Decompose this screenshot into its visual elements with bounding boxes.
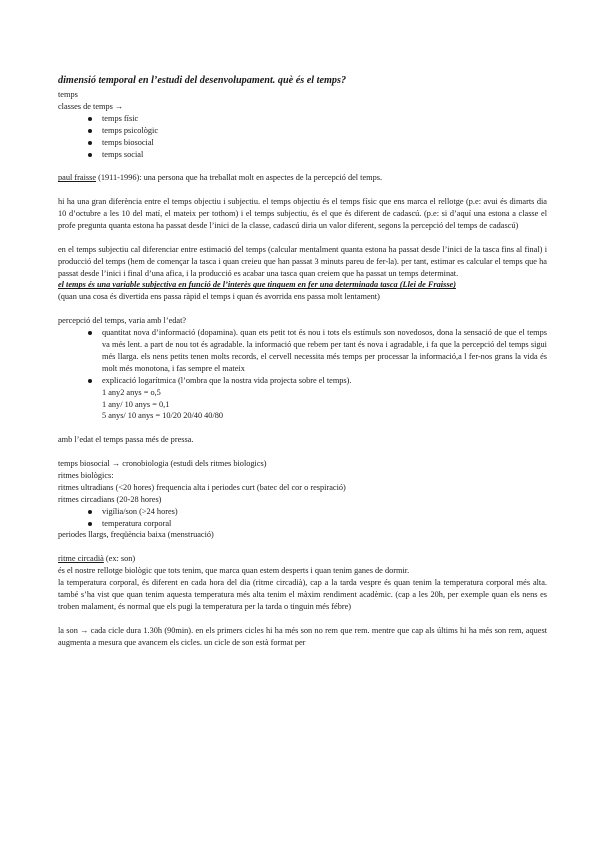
list-item: vigília/son (>24 hores) [102,506,547,518]
text-line: 5 anys/ 10 anys = 10/20 20/40 40/80 [102,411,224,421]
text-line: ritmes biològics: [58,470,114,480]
bullet-list [58,506,547,530]
paragraph [58,172,547,184]
list-item: temps físic [102,113,547,125]
text-line: classes de temps → [58,101,124,111]
paragraph: la son → cada cicle dura 1.30h (90min). en els primers cicles hi ha més son no rem que rem. mentre que cap als últims hi ha més son rem, aquest augmenta a mesura que avancem els cicles. un cicle de son està format per [58,625,547,647]
list-item [102,327,547,375]
list-item: temps social [102,149,547,161]
text-line: 1 any/ 10 anys = 0,1 [102,399,170,409]
text-span: (ex: son) [103,554,136,564]
section-heading [58,553,547,565]
paragraph: hi ha una gran diferència entre el temps objectiu i subjectiu. el temps objectiu és el temps físic que ens marca el rellotge (p.e: avui és dimarts dia 10 d’octubre a les 10 del matí, el mateix per tothom) i el temps subjectiu, és el que és diferent de cadascú. (p.e: si d’aquí una estona a classe el profe pregunta quanta estona ha passat desde l’inici de la classe, cadascú diria un valor diferent, segons la percepció del temps de cadascú) [58,197,547,230]
text-line: temps biosocial → cronobiologia (estudi dels ritmes biologics) [58,459,267,468]
section-heading: percepció del temps, varia amb l’edat? [58,316,187,326]
highlighted-statement: el temps és una variable subjectiva en funció de l’interès que tinguem en fer una determinada tasca (Llei de Fraisse) [58,280,456,290]
paragraph: en el temps subjectiu cal diferenciar entre estimació del temps (calcular mentalment quanta estona ha passat desde l’inici de la tasca fins al final) i producció del temps (hem de començar la tasca i quan creieu que han passat 3 minuts pareu de fer-la). per tant, estimar es calcular el temps que ha passat desde l’inici i final d’una afica, i la producció es acabar una tasca quan creiem que ha passat un temps determinat. [58,244,547,278]
person-name: paul fraisse [58,173,97,183]
text-line: 1 any2 anys = o,5 [102,387,161,397]
list-item-text: quantitat nova d’informació (dopamina). quan ets petit tot és nou i tots els estímuls son novedosos, dona la sensació de que el temps va més lent. a part de nou tot és agradable. la informació que rebem per tant és nova i agradable, i fa que la percepció del temps sigui més llarga. els nens petits tenen molts records, el cervell necessita més temps per processar la informació,a l fer-nos grans la vida és molt més monotona, i fas sempre el mateix [102,328,547,373]
list-item: explicació logarítmica (l’ombra que la nostra vida projecta sobre el temps). [102,375,547,387]
calculation-lines [58,387,547,423]
bullet-list [58,113,547,161]
paragraph: (quan una cosa és divertida ens passa ràpid el temps i quan és avorrida ens passa molt lentament) [58,292,380,302]
text-line: temps [58,90,78,99]
list-item: temps biosocial [102,137,547,149]
text-span: (1911-1996): una persona que ha treballat molt en aspectes de la percepció del temps. [96,173,383,183]
heading-label: ritme circadià [58,554,104,564]
bullet-list [58,327,547,387]
document-title: dimensió temporal en l’estudi del desenvolupament. què és el temps? [58,75,347,86]
text-line: periodes llargs, freqüència baixa (menstruació) [58,530,214,540]
paragraph: és el nostre rellotge biològic que tots tenim, que marca quan estem desperts i quan tenim ganes de dormir. [58,566,410,576]
document-body [58,74,547,648]
paragraph: la temperatura corporal, és diferent en cada hora del dia (ritme circadià), cap a la tarda vespre és quan tenim la temperatura corporal més alta. també s’ha vist que quan tenim aquesta temperatura més alta tenim el màxim rendiment acadèmic. (cap a les 20h, per exemple quan els nens es troben malament, és normal que els pugi la temperatura per la tarda o tinguin més fébre) [58,578,547,611]
list-item: temperatura corporal [102,518,547,530]
text-line: ritmes circadians (20-28 hores) [58,494,162,504]
text-line: ritmes ultradians (<20 hores) frequencia alta i periodes curt (batec del cor o respiració) [58,482,346,492]
text-line: amb l’edat el temps passa més de pressa. [58,435,194,445]
list-item: temps psicològic [102,125,547,137]
